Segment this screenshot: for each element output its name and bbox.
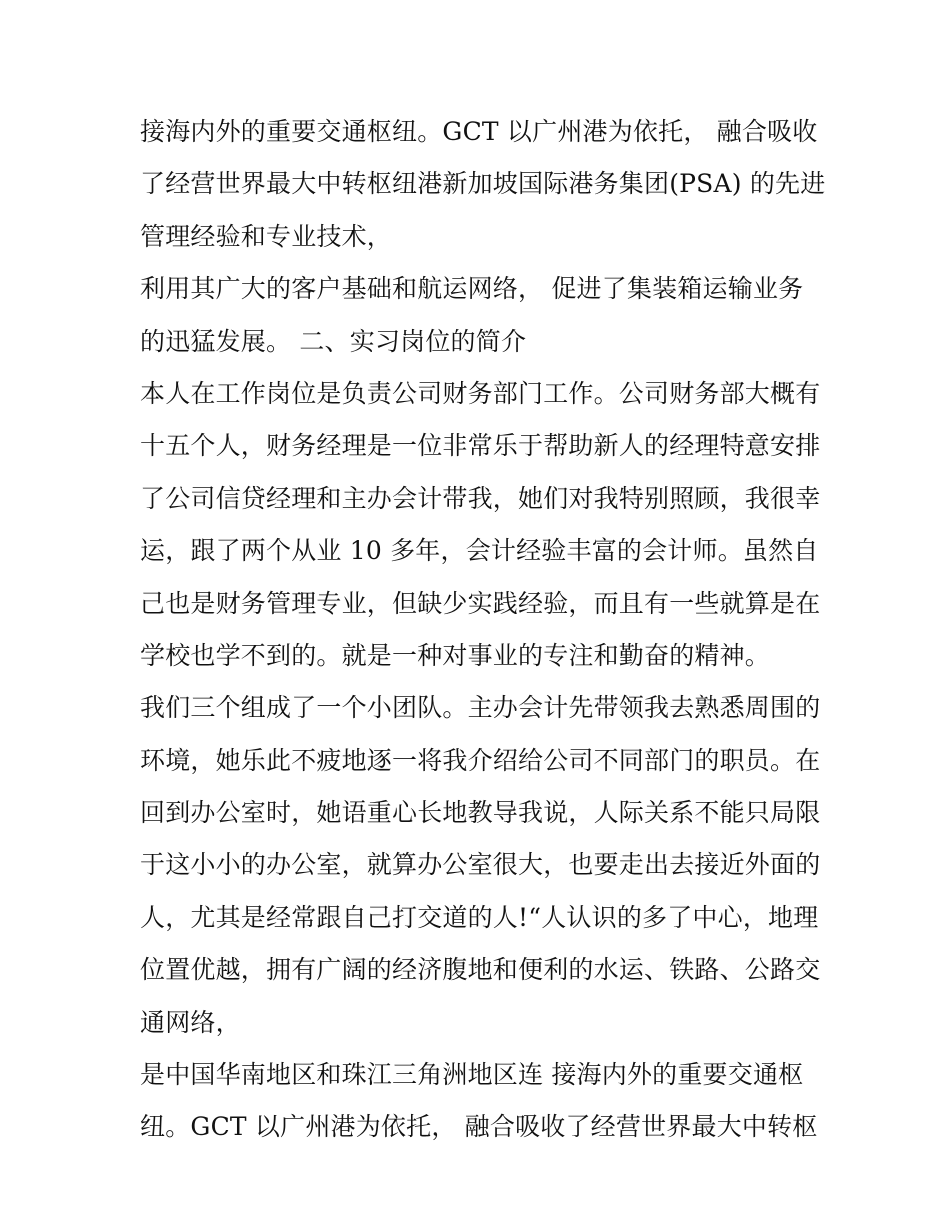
text-line: 了公司信贷经理和主办会计带我，她们对我特别照顾，我很幸 [140,483,821,513]
text-line: 回到办公室时，她语重心长地教导我说，人际关系不能只局限 [140,798,821,828]
text-line: 利用其广大的客户基础和航运网络， 促进了集装箱运输业务 [140,274,804,304]
text-line: 接海内外的重要交通枢纽。GCT 以广州港为依托， 融合吸收 [140,117,818,146]
text-line: 的迅猛发展。 二、实习岗位的简介 [140,326,527,356]
text-line: 了经营世界最大中转枢纽港新加坡国际港务集团(PSA) 的先进 [140,169,826,199]
text-line: 管理经验和专业技术， [140,221,393,251]
text-line: 人，尤其是经常跟自己打交道的人!“人认识的多了中心，地理 [140,902,819,932]
text-line: 位置优越，拥有广阔的经济腹地和便利的水运、铁路、公路交 [140,955,821,985]
text-line: 环境，她乐此不疲地逐一将我介绍给公司不同部门的职员。在 [140,745,821,775]
text-line: 己也是财务管理专业，但缺少实践经验，而且有一些就算是在 [140,588,821,618]
text-line: 于这小小的办公室，就算办公室很大，也要走出去接近外面的 [140,850,821,880]
text-line: 本人在工作岗位是负责公司财务部门工作。公司财务部大概有 [140,378,821,408]
body-text [140,106,826,1154]
text-line: 纽。GCT 以广州港为依托， 融合吸收了经营世界最大中转枢 [140,1112,818,1142]
text-line: 是中国华南地区和珠江三角洲地区连 接海内外的重要交通枢 [140,1060,804,1090]
text-line: 运，跟了两个从业 10 多年，会计经验丰富的会计师。虽然自 [140,536,819,566]
text-line: 十五个人，财务经理是一位非常乐于帮助新人的经理特意安排 [140,431,821,461]
text-line: 我们三个组成了一个小团队。主办会计先带领我去熟悉周围的 [140,693,821,723]
text-line: 通网络， [140,1007,241,1037]
text-line: 学校也学不到的。就是一种对事业的专注和勤奋的精神。 [140,640,771,670]
